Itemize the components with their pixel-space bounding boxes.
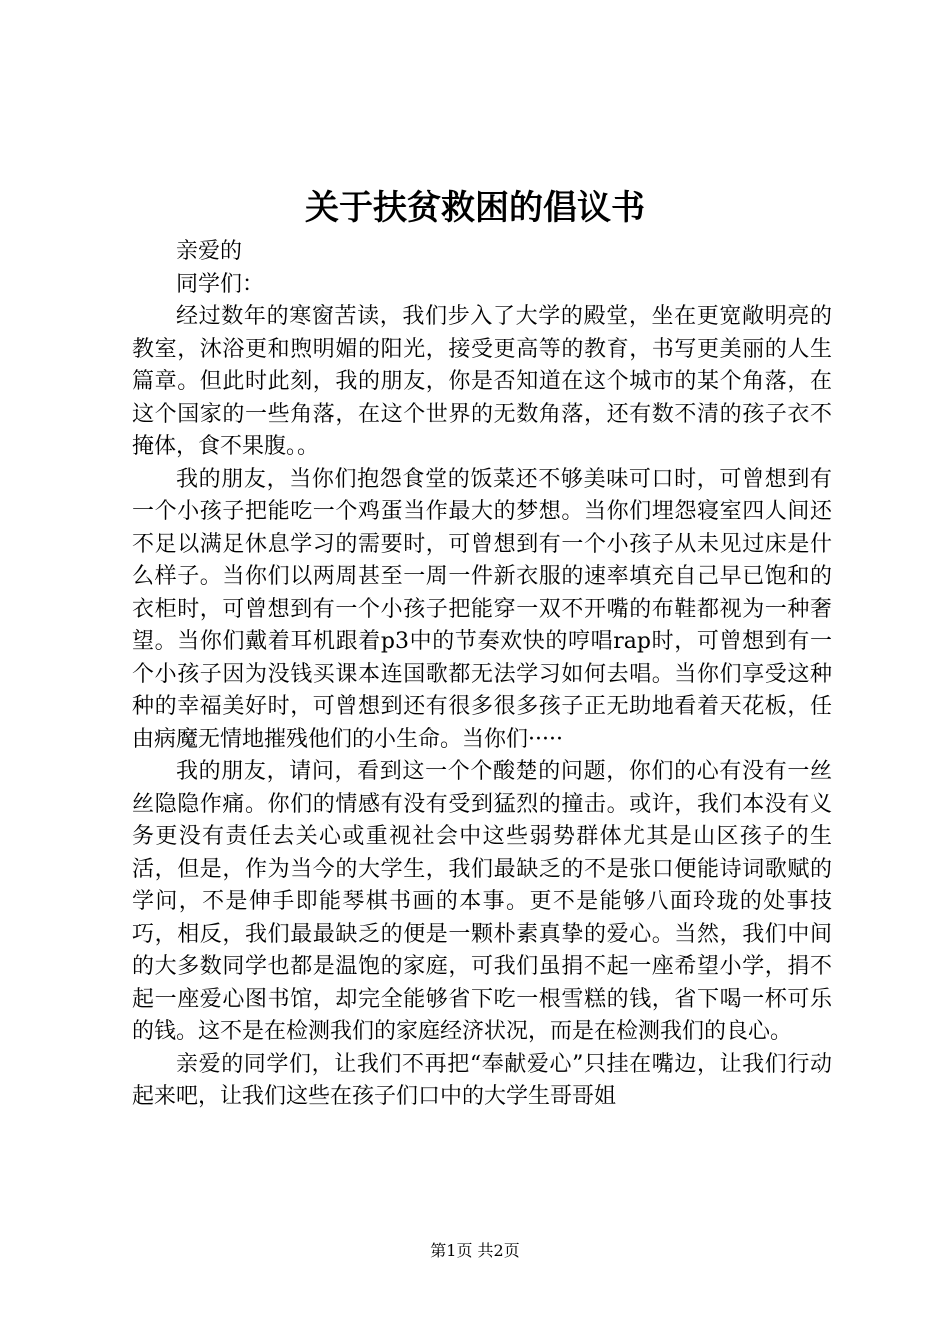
greeting-line: 亲爱的 (176, 239, 243, 264)
greeting-line: 同学们： (176, 271, 265, 297)
body-paragraph: 我的朋友，当你们抱怨食堂的饭菜还不够美味可口时，可曾想到有一个小孩子把能吃一个鸡蛋当作最大的梦想。当你们埋怨寝室四人间还不足以满足休息学习的需要时，可曾想到有一个小孩子从未见过床是什么样子。当你们以两周甚至一周一件新衣服的速率填充自己早已饱和的衣柜时，可曾想到有一个小孩子把能穿一双不开嘴的布鞋都视为一种奢望。当你们戴着耳机跟着p3中的节奏欢快的哼唱rap时，可曾想到有一个小孩子因为没钱买课本连国歌都无法学习如何去唱。当你们享受这种种的幸福美好时，可曾想到还有很多很多孩子正无助地看着天花板，任由病魔无情地摧残他们的小生命。当你们····· (132, 466, 832, 752)
body-paragraph: 亲爱的同学们，让我们不再把“奉献爱心”只挂在嘴边，让我们行动起来吧，让我们这些在孩子们口中的大学生哥哥姐 (132, 1051, 832, 1109)
page-footer: 第1页 共2页 (430, 1241, 520, 1260)
body-paragraph: 经过数年的寒窗苦读，我们步入了大学的殿堂，坐在更宽敞明亮的教室，沐浴更和煦明媚的阳光，接受更高等的教育，书写更美丽的人生篇章。但此时此刻，我的朋友，你是否知道在这个城市的某个角落，在这个国家的一些角落，在这个世界的无数角落，还有数不清的孩子衣不掩体，食不果腹。。 (132, 304, 832, 459)
document-title: 关于扶贫救困的倡议书 (305, 188, 645, 228)
document-body (132, 236, 832, 1114)
body-paragraph: 我的朋友，请问，看到这一个个酸楚的问题，你们的心有没有一丝丝隐隐作痛。你们的情感有没有受到猛烈的撞击。或许，我们本没有义务更没有责任去关心或重视社会中这些弱势群体尤其是山区孩子的生活，但是，作为当今的大学生，我们最缺乏的不是张口便能诗词歌赋的学问，不是伸手即能琴棋书画的本事。更不是能够八面玲珑的处事技巧，相反，我们最最缺乏的便是一颗朴素真挚的爱心。当然，我们中间的大多数同学也都是温饱的家庭，可我们虽捐不起一座希望小学，捐不起一座爱心图书馆，却完全能够省下吃一根雪糕的钱，省下喝一杯可乐的钱。这不是在检测我们的家庭经济状况，而是在检测我们的良心。 (132, 759, 832, 1044)
